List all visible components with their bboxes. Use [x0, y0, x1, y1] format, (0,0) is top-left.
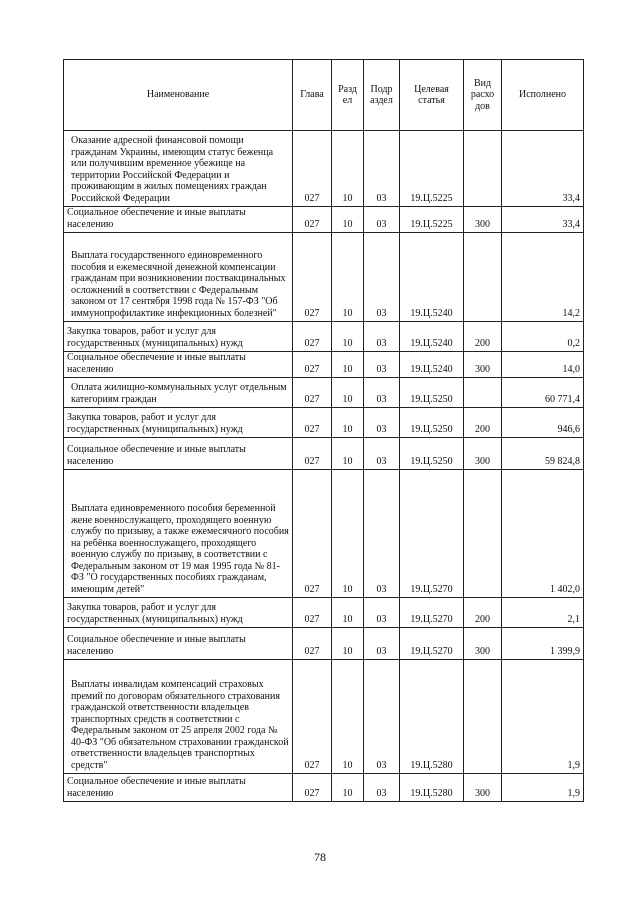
cell-executed: 1,9 [502, 774, 584, 802]
cell-chapter: 027 [293, 408, 332, 438]
table-header-row [64, 60, 584, 131]
table-row [64, 408, 584, 438]
cell-executed: 14,2 [502, 233, 584, 322]
cell-chapter: 027 [293, 470, 332, 598]
cell-executed: 1 399,9 [502, 628, 584, 660]
cell-executed: 33,4 [502, 207, 584, 233]
cell-section: 10 [332, 233, 364, 322]
cell-section: 10 [332, 660, 364, 774]
cell-name: Выплаты инвалидам компенсаций страховых премий по договорам обязательного страхования гражданской ответственности владельцев транспортных средств в соответствии с Федеральным законом от 25 апреля 2002 года № 40-ФЗ "Об обязательном страховании гражданской ответственности владельцев транспортных средств" [64, 660, 293, 774]
cell-section: 10 [332, 408, 364, 438]
cell-name: Социальное обеспечение и иные выплаты населению [64, 774, 293, 802]
cell-subsection: 03 [364, 774, 400, 802]
cell-executed: 0,2 [502, 322, 584, 352]
cell-chapter: 027 [293, 207, 332, 233]
cell-expense-type: 300 [464, 352, 502, 378]
cell-subsection: 03 [364, 378, 400, 408]
cell-expense-type: 300 [464, 628, 502, 660]
cell-subsection: 03 [364, 660, 400, 774]
cell-subsection: 03 [364, 131, 400, 207]
cell-subsection: 03 [364, 408, 400, 438]
table-row [64, 470, 584, 598]
cell-target: 19.Ц.5240 [400, 233, 464, 322]
cell-expense-type: 300 [464, 774, 502, 802]
budget-execution-table [63, 59, 584, 802]
cell-section: 10 [332, 598, 364, 628]
cell-target: 19.Ц.5280 [400, 660, 464, 774]
cell-target: 19.Ц.5270 [400, 470, 464, 598]
cell-expense-type [464, 378, 502, 408]
cell-section: 10 [332, 438, 364, 470]
cell-target: 19.Ц.5240 [400, 352, 464, 378]
cell-chapter: 027 [293, 628, 332, 660]
cell-section: 10 [332, 470, 364, 598]
table-body [64, 131, 584, 802]
cell-section: 10 [332, 207, 364, 233]
cell-subsection: 03 [364, 470, 400, 598]
header-name: Наименование [64, 60, 293, 131]
header-subsection: Подр аздел [364, 60, 400, 131]
cell-expense-type [464, 470, 502, 598]
cell-subsection: 03 [364, 233, 400, 322]
cell-chapter: 027 [293, 774, 332, 802]
table-row [64, 628, 584, 660]
cell-executed: 60 771,4 [502, 378, 584, 408]
cell-target: 19.Ц.5250 [400, 408, 464, 438]
cell-expense-type: 200 [464, 322, 502, 352]
table-row [64, 207, 584, 233]
cell-section: 10 [332, 322, 364, 352]
cell-section: 10 [332, 352, 364, 378]
cell-chapter: 027 [293, 598, 332, 628]
table-row [64, 660, 584, 774]
cell-executed: 33,4 [502, 131, 584, 207]
header-section: Разд ел [332, 60, 364, 131]
cell-target: 19.Ц.5240 [400, 322, 464, 352]
table-row [64, 322, 584, 352]
header-executed: Исполнено [502, 60, 584, 131]
cell-expense-type: 300 [464, 438, 502, 470]
table-row [64, 598, 584, 628]
cell-name: Оказание адресной финансовой помощи гражданам Украины, имеющим статус беженца или получившим временное убежище на территории Российской Федерации и проживающим в жилых помещениях граждан Российской Федерации [64, 131, 293, 207]
cell-name: Выплата государственного единовременного пособия и ежемесячной денежной компенсации гражданам при возникновении поствакцинальных осложнений в соответствии с Федеральным законом от 17 сентября 1998 года № 157-ФЗ "Об иммунопрофилактике инфекционных болезней" [64, 233, 293, 322]
cell-expense-type [464, 233, 502, 322]
cell-chapter: 027 [293, 352, 332, 378]
cell-target: 19.Ц.5250 [400, 438, 464, 470]
cell-expense-type [464, 131, 502, 207]
cell-expense-type: 200 [464, 408, 502, 438]
cell-name: Закупка товаров, работ и услуг для государственных (муниципальных) нужд [64, 408, 293, 438]
cell-name: Оплата жилищно-коммунальных услуг отдельным категориям граждан [64, 378, 293, 408]
cell-subsection: 03 [364, 352, 400, 378]
cell-executed: 59 824,8 [502, 438, 584, 470]
cell-chapter: 027 [293, 131, 332, 207]
page-number: 78 [314, 850, 326, 864]
table-row [64, 233, 584, 322]
table-row [64, 378, 584, 408]
cell-subsection: 03 [364, 207, 400, 233]
cell-executed: 1,9 [502, 660, 584, 774]
cell-name: Выплата единовременного пособия беременной жене военнослужащего, проходящего военную службу по призыву, а также ежемесячного пособия на ребёнка военнослужащего, проходящего военную службу по призыву, в соответствии с Федеральным законом от 19 мая 1995 года № 81-ФЗ "О государственных пособиях гражданам, имеющим детей" [64, 470, 293, 598]
cell-name: Социальное обеспечение и иные выплаты населению [64, 438, 293, 470]
cell-chapter: 027 [293, 378, 332, 408]
cell-executed: 2,1 [502, 598, 584, 628]
cell-expense-type: 200 [464, 598, 502, 628]
cell-target: 19.Ц.5250 [400, 378, 464, 408]
cell-name: Закупка товаров, работ и услуг для государственных (муниципальных) нужд [64, 598, 293, 628]
cell-executed: 946,6 [502, 408, 584, 438]
cell-section: 10 [332, 628, 364, 660]
cell-target: 19.Ц.5270 [400, 598, 464, 628]
cell-target: 19.Ц.5280 [400, 774, 464, 802]
cell-name: Социальное обеспечение и иные выплаты населению [64, 628, 293, 660]
cell-chapter: 027 [293, 438, 332, 470]
cell-section: 10 [332, 131, 364, 207]
cell-subsection: 03 [364, 628, 400, 660]
table-row [64, 438, 584, 470]
cell-target: 19.Ц.5270 [400, 628, 464, 660]
cell-subsection: 03 [364, 322, 400, 352]
table-row [64, 352, 584, 378]
cell-target: 19.Ц.5225 [400, 207, 464, 233]
cell-chapter: 027 [293, 322, 332, 352]
cell-section: 10 [332, 774, 364, 802]
header-target: Целевая статья [400, 60, 464, 131]
cell-chapter: 027 [293, 233, 332, 322]
cell-executed: 14,0 [502, 352, 584, 378]
header-expense-type: Вид расхо дов [464, 60, 502, 131]
table-row [64, 774, 584, 802]
cell-executed: 1 402,0 [502, 470, 584, 598]
table-row [64, 131, 584, 207]
cell-chapter: 027 [293, 660, 332, 774]
cell-expense-type: 300 [464, 207, 502, 233]
cell-section: 10 [332, 378, 364, 408]
cell-subsection: 03 [364, 438, 400, 470]
cell-name: Социальное обеспечение и иные выплаты населению [64, 207, 293, 233]
cell-name: Закупка товаров, работ и услуг для государственных (муниципальных) нужд [64, 322, 293, 352]
cell-name: Социальное обеспечение и иные выплаты населению [64, 352, 293, 378]
cell-expense-type [464, 660, 502, 774]
cell-target: 19.Ц.5225 [400, 131, 464, 207]
header-chapter: Глава [293, 60, 332, 131]
cell-subsection: 03 [364, 598, 400, 628]
